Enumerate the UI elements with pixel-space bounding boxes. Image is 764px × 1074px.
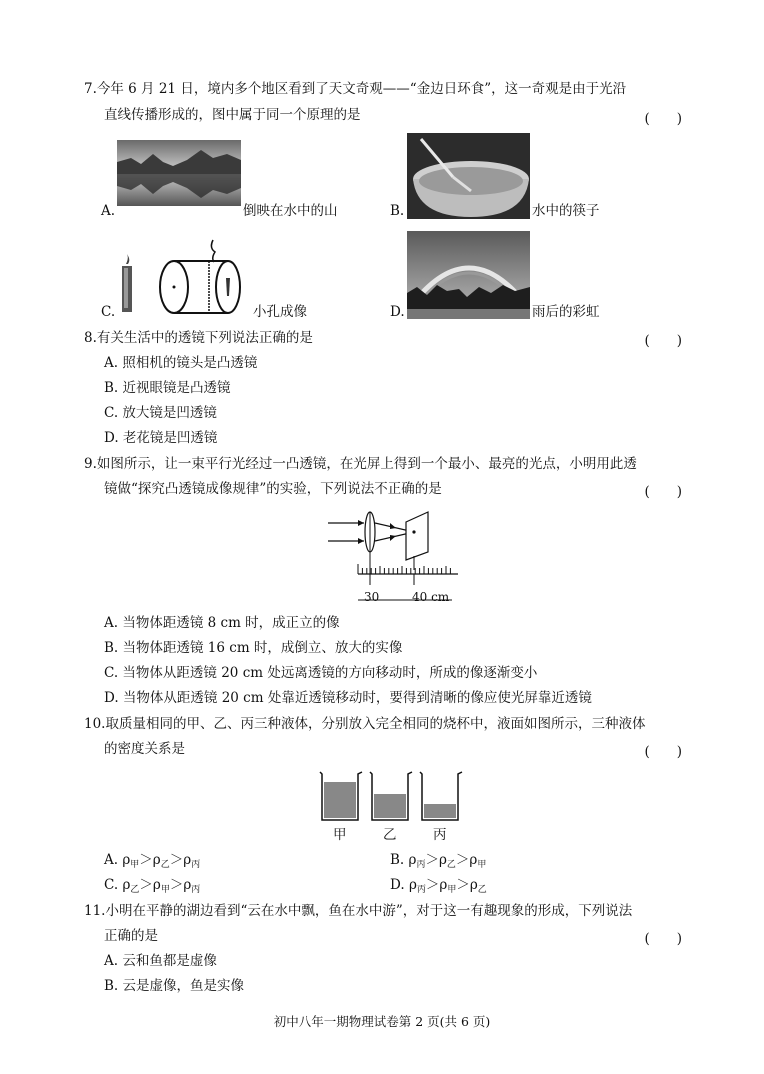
q11-stem-line1: 11.小明在平静的湖边看到“云在水中飘，鱼在水中游”，对于这一有趣现象的形成，下列说法: [84, 903, 633, 919]
q8-answer-bracket: ( ): [644, 333, 682, 349]
q7-option-a-text: 倒映在水中的山: [243, 203, 338, 219]
rainbow-photo: [407, 231, 530, 319]
pinhole-camera-diagram: [117, 238, 247, 320]
q9-stem-line2: 镜做“探究凸透镜成像规律”的实验，下列说法不正确的是: [104, 481, 442, 497]
q7-option-b-letter: B.: [390, 203, 405, 219]
q8-option-b: B. 近视眼镜是凸透镜: [104, 380, 231, 396]
q10-stem-line2: 的密度关系是: [104, 741, 185, 757]
beaker-label-yi: 乙: [383, 827, 397, 843]
page-footer: 初中八年一期物理试卷第 2 页(共 6 页): [273, 1014, 491, 1029]
chopsticks-in-water-photo: [407, 133, 530, 219]
q9-answer-bracket: ( ): [644, 484, 682, 500]
q10-answer-bracket: ( ): [644, 744, 682, 760]
beaker-label-bing: 丙: [433, 827, 447, 843]
q9-option-c: C. 当物体从距透镜 20 cm 处远离透镜的方向移动时，所成的像逐渐变小: [104, 665, 538, 681]
q10-option-b: B. $\rho_丙>\rho_乙>\rho_甲$: [390, 852, 487, 870]
q7-option-c-text: 小孔成像: [253, 304, 307, 320]
q10-option-c: C. $\rho_乙>\rho_甲>\rho_丙$: [104, 877, 201, 895]
ruler-label-30: 30: [364, 590, 380, 604]
mountain-reflection-photo: [117, 140, 241, 206]
q7-option-a-letter: A.: [101, 203, 116, 219]
q7-option-b-text: 水中的筷子: [532, 203, 600, 219]
q9-option-a: A. 当物体距透镜 8 cm 时，成正立的像: [104, 615, 340, 631]
q10-option-d: D. $\rho_丙>\rho_甲>\rho_乙$: [390, 877, 487, 895]
q8-option-d: D. 老花镜是凹透镜: [104, 430, 218, 446]
q9-option-d: D. 当物体从距透镜 20 cm 处靠近透镜移动时，要得到清晰的像应使光屏靠近透镜: [104, 690, 592, 706]
q7-stem-line2: 直线传播形成的，图中属于同一个原理的是: [104, 107, 361, 123]
q11-option-b: B. 云是虚像，鱼是实像: [104, 978, 245, 994]
beaker-label-jia: 甲: [333, 827, 347, 843]
three-beakers-diagram: [316, 768, 466, 824]
q7-option-c-letter: C.: [101, 304, 116, 320]
q9-option-b: B. 当物体距透镜 16 cm 时，成倒立、放大的实像: [104, 640, 403, 656]
q7-answer-bracket: ( ): [644, 111, 682, 127]
q8-option-c: C. 放大镜是凹透镜: [104, 405, 217, 421]
q10-option-a: A. $\rho_甲>\rho_乙>\rho_丙$: [104, 852, 201, 870]
q7-option-d-text: 雨后的彩虹: [532, 304, 600, 320]
q10-stem-line1: 10.取质量相同的甲、乙、丙三种液体，分别放入完全相同的烧杯中，液面如图所示，三种液体: [84, 716, 646, 732]
q7-stem-line1: 7.今年 6 月 21 日，境内多个地区看到了天文奇观——“金边日环食”，这一奇观是由于光沿: [84, 81, 627, 97]
q11-stem-line2: 正确的是: [104, 928, 158, 944]
q11-option-a: A. 云和鱼都是虚像: [104, 953, 217, 969]
q8-option-a: A. 照相机的镜头是凸透镜: [104, 355, 258, 371]
q9-stem-line1: 9.如图所示，让一束平行光经过一凸透镜，在光屏上得到一个最小、最亮的光点，小明用此透: [84, 456, 637, 472]
q11-answer-bracket: ( ): [644, 931, 682, 947]
ruler-label-40cm: 40 cm: [412, 590, 450, 604]
q8-stem: 8.有关生活中的透镜下列说法正确的是: [84, 330, 313, 346]
q7-option-d-letter: D.: [390, 304, 405, 320]
